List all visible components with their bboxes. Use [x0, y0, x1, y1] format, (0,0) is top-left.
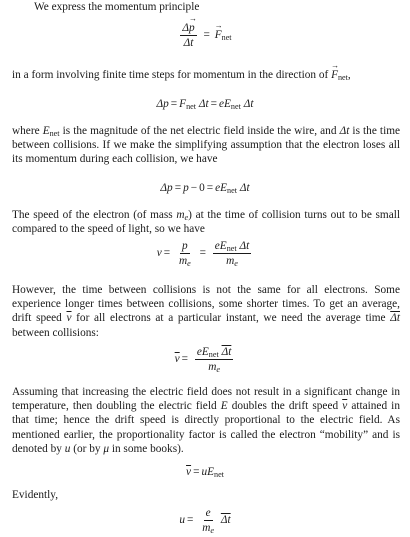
finite-steps-text: in a form involving finite time steps for momentum in the direction of: [12, 69, 332, 81]
equation-u: u = $\frac{e}{m_e}$ $\overline{\Delta t}$: [179, 507, 231, 536]
fraction-dp-dt: [180, 22, 196, 49]
paragraph-mobility: Assuming that increasing the electric field does not result in a significant change in temperature, then doubling the electric field E doubles the drift speed $\overline{v}$ attained in that time; hence the drift speed is directly proportional to the electric field. As mentioned earlier, the proportionality factor is called the electron “mobility” and is denoted by u (or by μ in some books).: [12, 386, 400, 455]
equation-drift-speed: $\overline{v}$ = $\frac{eE_{net} \overline{\Delta t}}{m_e}$: [174, 346, 232, 375]
intro-text: We express the momentum principle: [34, 1, 200, 13]
equation-momentum-principle: [0, 22, 410, 49]
equation-impulse: $\Delta p = F_{net}$ $\Delta t = eE_{net}$ Δt: [156, 98, 254, 112]
equals-sign: =: [203, 29, 210, 42]
paragraph-speed-of-electron: The speed of the electron (of mass $m_e$) at the time of collision turns out to be small compared to the speed of light, so we have: [12, 209, 400, 236]
delta-p-vec: Δ→ p: [182, 22, 194, 34]
equation-speed: v = $\frac{p}{m_e}$ = $\frac{eE_{net} \Delta t}{m_e}$: [156, 240, 250, 269]
paragraph-average-time: However, the time between collisions is not the same for all electrons. Some experience longer times between collisions, some shorter times. To get an average, drift speed $\overline{v}$ for all electrons at a particular instant, we need the average time $\overline{\Delta t}$ between collisions:: [12, 284, 400, 339]
paragraph-intro: [12, 0, 400, 14]
paragraph-finite-steps: in a form involving finite time steps for momentum in the direction of → $F_{net}$,: [12, 68, 400, 82]
equation-mobility: $\overline{v} = uE_{net}$: [186, 466, 224, 480]
paragraph-evidently: Evidently,: [12, 489, 59, 501]
equation-momentum-loss: $\Delta p = p - 0 = eE_{net}$ Δt: [160, 182, 250, 196]
f-net-vec: → $F_{net}$: [215, 29, 232, 41]
paragraph-collision-assumption: where $E_{net}$ is the magnitude of the net electric field inside the wire, and Δt is the time between collisions. If we make the simplifying assumption that the electron loses all its momentum during each collision, we have: [12, 125, 401, 166]
delta-t: Δt: [183, 37, 194, 49]
